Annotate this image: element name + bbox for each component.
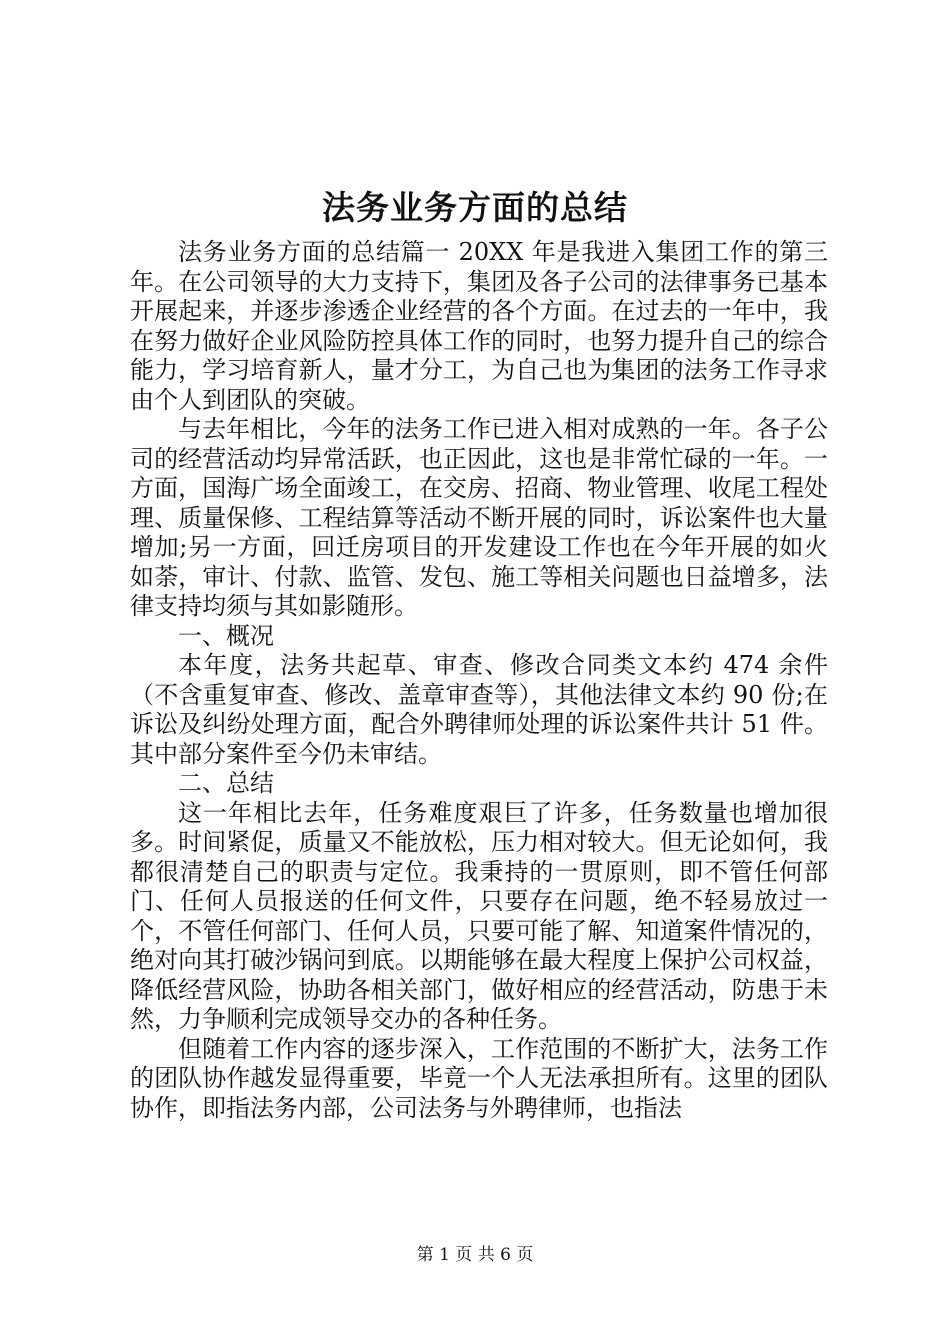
paragraph-summary: 这一年相比去年，任务难度艰巨了许多，任务数量也增加很多。时间紧促，质量又不能放松，压力相对较大。但无论如何，我都很清楚自己的职责与定位。我秉持的一贯原则，即不管任何部门、任何人员报送的任何文件，只要存在问题，绝不轻易放过一个，不管任何部门、任何人员，只要可能了解、知道案件情况的，绝对向其打破沙锅问到底。以期能够在最大程度上保护公司权益，降低经营风险，协助各相关部门，做好相应的经营活动，防患于未然，力争顺利完成领导交办的各种任务。: [130, 798, 828, 1033]
paragraph-teamwork: 但随着工作内容的逐步深入，工作范围的不断扩大，法务工作的团队协作越发显得重要，毕竟一个人无法承担所有。这里的团队协作，即指法务内部，公司法务与外聘律师，也指法: [130, 1034, 828, 1122]
paragraph-intro: 法务业务方面的总结篇一 20XX 年是我进入集团工作的第三年。在公司领导的大力支持下，集团及各子公司的法律事务已基本开展起来，并逐步渗透企业经营的各个方面。在过去的一年中，我在努力做好企业风险防控具体工作的同时，也努力提升自己的综合能力，学习培育新人，量才分工，为自己也为集团的法务工作寻求由个人到团队的突破。: [130, 238, 828, 414]
section-heading-overview: 一、概况: [178, 621, 274, 650]
paragraph-overview: 本年度，法务共起草、审查、修改合同类文本约 474 余件（不含重复审查、修改、盖章审查等），其他法律文本约 90 份;在诉讼及纠纷处理方面，配合外聘律师处理的诉讼案件共计 51 件。其中部分案件至今仍未审结。: [130, 651, 828, 768]
section-heading-summary: 二、总结: [178, 769, 274, 797]
page-number-footer: 第 1 页 共 6 页: [416, 1245, 534, 1265]
document-body: [130, 238, 828, 1123]
paragraph-comparison: 与去年相比，今年的法务工作已进入相对成熟的一年。各子公司的经营活动均异常活跃，也正因此，这也是非常忙碌的一年。一方面，国海广场全面竣工，在交房、招商、物业管理、收尾工程处理、质量保修、工程结算等活动不断开展的同时，诉讼案件也大量增加;另一方面，回迁房项目的开发建设工作也在今年开展的如火如荼，审计、付款、监管、发包、施工等相关问题也日益增多，法律支持均须与其如影随形。: [130, 415, 828, 620]
document-title: 法务业务方面的总结: [322, 188, 628, 227]
